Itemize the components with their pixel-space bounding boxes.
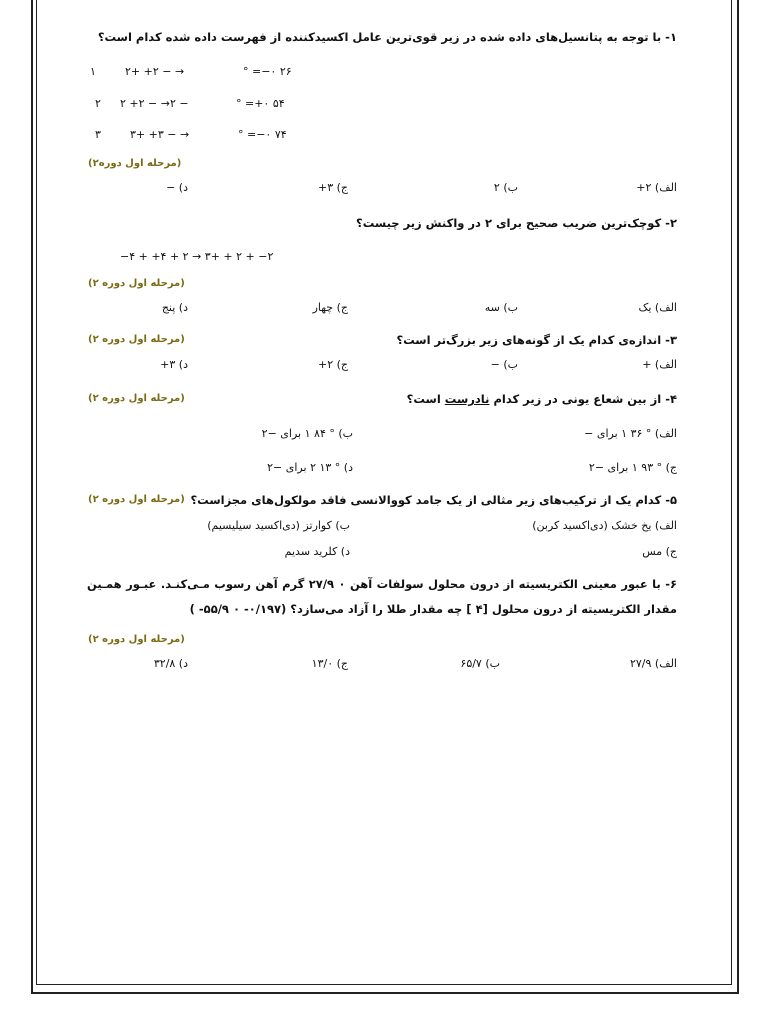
q2-equation: −۴ + +۴ + ۲ → ۳+ + ۲ + −۲ [120,250,274,263]
q3-option-a[interactable]: الف) + [642,358,677,371]
q2-option-d[interactable]: د) پنج [161,301,188,314]
q1-equation-1: ۲+ +۲ − → [125,65,185,78]
q1-option-a[interactable]: الف) ۲+ [636,181,677,194]
q1-equation-3: ۳+ +۳ − → [130,128,190,141]
q1-equation-1-number: ۱ [90,65,96,78]
q1-source-note: (مرحله اول دوره۲) [88,158,182,169]
q5-option-c[interactable]: ج) مس [642,545,677,558]
question-6-text-line-2: مقدار الکتریسیته از درون محلول [۴ ] چه مقدار طلا را آزاد می‌سازد؟ (۰/۱۹۷- ۰ ۵۵/۹- ) [189,602,677,616]
q1-option-c[interactable]: ج) ۳+ [317,181,348,194]
question-2-text: ۲- کوچک‌ترین ضریب صحیح برای ۲ در واکنش زیر چیست؟ [356,216,677,230]
q6-option-d[interactable]: د) ۳۲/۸ [153,657,188,670]
question-4-text [407,392,677,406]
q1-option-b[interactable]: ب) ۲ [493,181,518,194]
question-6-text-line-1: ۶- با عبور معینی الکتریسیته از درون محلول سولفات آهن ۰ ۲۷/۹ گرم آهن رسوب مـی‌کنـد. عبـور همـین [87,577,678,591]
q5-option-a[interactable]: الف) یخ خشک (دی‌اکسید کربن) [532,519,677,532]
q1-equation-1-potential: ° =−۰ ۲۶ [243,65,292,78]
q2-source-note: (مرحله اول دوره ۲) [88,278,185,289]
q6-option-c[interactable]: ج) ۱۳/۰ [311,657,348,670]
q2-option-c[interactable]: ج) چهار [312,301,348,314]
q6-source-note: (مرحله اول دوره ۲) [88,634,185,645]
q4-text-after: است؟ [406,392,441,406]
q2-option-b[interactable]: ب) سه [484,301,518,314]
q1-equation-3-number: ۳ [95,128,101,141]
q1-equation-3-potential: ° =−۰ ۷۴ [238,128,287,141]
q4-option-d[interactable]: د) ° ۱۳ ۲ برای −۲ [267,461,353,474]
q5-option-b[interactable]: ب) کوارتز (دی‌اکسید سیلیسیم) [207,519,350,532]
q3-option-b[interactable]: ب) − [490,358,518,371]
q4-option-c[interactable]: ج) ° ۹۳ ۱ برای −۲ [588,461,677,474]
q6-option-b[interactable]: ب) ۶۵/۷ [460,657,500,670]
q5-source-note: (مرحله اول دوره ۲) [88,494,185,505]
question-1-text: ۱- با توجه به پتانسیل‌های داده شده در زیر قوی‌ترین عامل اکسیدکننده از فهرست داده شده کدام است؟ [97,30,677,44]
q3-source-note: (مرحله اول دوره ۲) [88,334,185,345]
q4-text-underlined: نادرست [444,392,490,406]
question-5-text: ۵- کدام یک از ترکیب‌های زیر مثالی از یک جامد کووالانسی فاقد مولکول‌های مجزاست؟ [190,493,677,507]
q1-equation-2-potential: ° =+۰ ۵۴ [236,97,285,110]
q4-option-a[interactable]: الف) ° ۳۶ ۱ برای − [584,427,677,440]
q4-source-note: (مرحله اول دوره ۲) [88,393,185,404]
q1-equation-2-number: ۲ [95,97,101,110]
q1-option-d[interactable]: د) − [166,181,188,194]
q2-option-a[interactable]: الف) یک [638,301,677,314]
q5-option-d[interactable]: د) کلرید سدیم [284,545,350,558]
q1-equation-2: ۲ +۲ − →۲ − [120,97,189,110]
q4-text-before: ۴- از بین شعاع یونی در زیر کدام [493,392,677,406]
q3-option-d[interactable]: د) ۳+ [160,358,188,371]
question-3-text: ۳- اندازه‌ی کدام یک از گونه‌های زیر بزرگ‌تر است؟ [396,333,677,347]
q3-option-c[interactable]: ج) ۲+ [317,358,348,371]
q6-option-a[interactable]: الف) ۲۷/۹ [629,657,677,670]
q4-option-b[interactable]: ب) ° ۸۴ ۱ برای −۲ [261,427,353,440]
